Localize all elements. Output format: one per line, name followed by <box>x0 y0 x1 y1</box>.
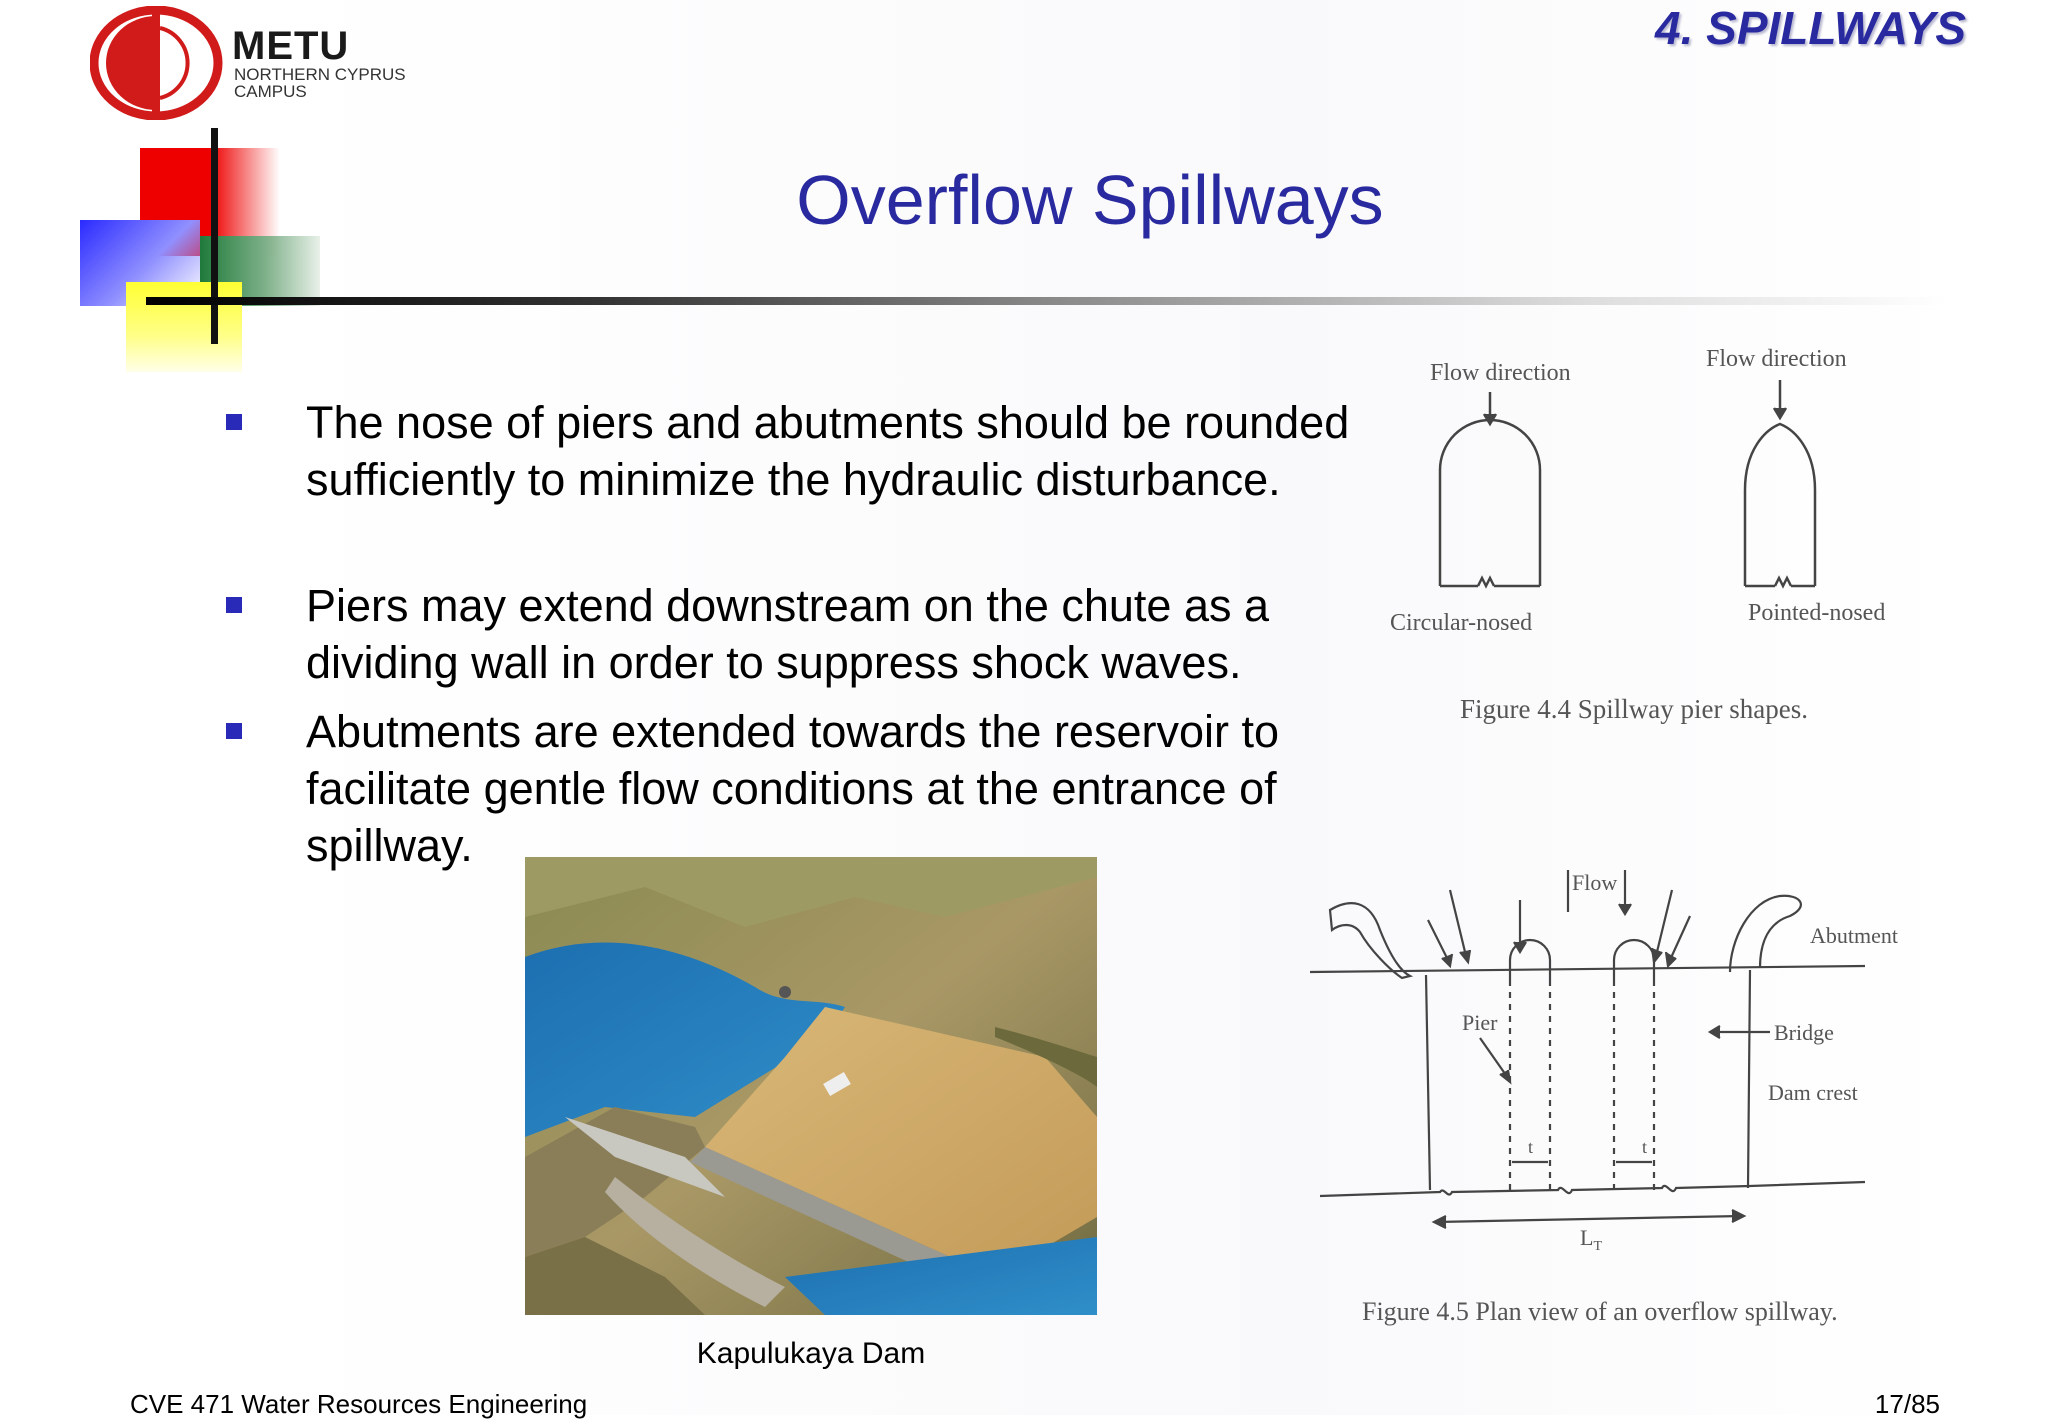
abutment-label: Abutment <box>1810 923 1898 948</box>
pointed-nosed-label: Pointed-nosed <box>1748 600 1886 626</box>
bullet-square-icon <box>226 723 242 739</box>
pier-thickness-label-right: t <box>1642 1137 1648 1157</box>
dam-crest-label: Dam crest <box>1768 1080 1858 1105</box>
bullet-text: Abutments are extended towards the reservoir to facilitate gentle flow conditions at the entrance of spillway. <box>306 706 1280 871</box>
length-subscript: T <box>1593 1239 1603 1254</box>
length-symbol: L <box>1580 1225 1594 1250</box>
section-title: 4. SPILLWAYS <box>1655 2 1966 54</box>
pier-shapes-figure <box>1380 340 1940 740</box>
logo-subtitle-line2: CAMPUS <box>234 82 307 101</box>
slide-title: Overflow Spillways <box>796 161 1384 239</box>
bullet-square-icon <box>226 597 242 613</box>
spillway-plan-figure <box>1310 860 1900 1340</box>
figure-4-5-caption: Figure 4.5 Plan view of an overflow spillway. <box>1362 1297 1838 1326</box>
pier-thickness-label-left: t <box>1528 1137 1534 1157</box>
logo-name: METU <box>232 24 350 68</box>
bullet-square-icon <box>226 414 242 430</box>
bridge-label: Bridge <box>1774 1020 1834 1045</box>
pier-label: Pier <box>1462 1010 1498 1035</box>
dam-photo <box>525 857 1097 1315</box>
bullet-text: Piers may extend downstream on the chute as a dividing wall in order to suppress shock waves. <box>306 580 1270 688</box>
logo-subtitle-line1: NORTHERN CYPRUS <box>234 65 406 84</box>
flow-label: Flow <box>1572 870 1618 895</box>
photo-caption: Kapulukaya Dam <box>696 1337 926 1370</box>
flow-direction-label-left: Flow direction <box>1430 360 1571 386</box>
decor-yellow-square <box>126 282 242 372</box>
figure-4-4-caption: Figure 4.4 Spillway pier shapes. <box>1460 694 1808 724</box>
circular-nosed-label: Circular-nosed <box>1390 610 1533 636</box>
title-underline-bar <box>146 297 1946 305</box>
metu-logo-icon <box>90 6 230 120</box>
decor-vertical-bar <box>211 128 218 344</box>
length-label <box>1580 1225 1602 1254</box>
bullet-text: The nose of piers and abutments should be rounded sufficiently to minimize the hydraulic disturbance. <box>306 397 1350 505</box>
footer-page-number: 17/85 <box>1874 1389 1940 1419</box>
footer-course: CVE 471 Water Resources Engineering <box>130 1389 588 1419</box>
flow-direction-label-right: Flow direction <box>1706 346 1847 372</box>
